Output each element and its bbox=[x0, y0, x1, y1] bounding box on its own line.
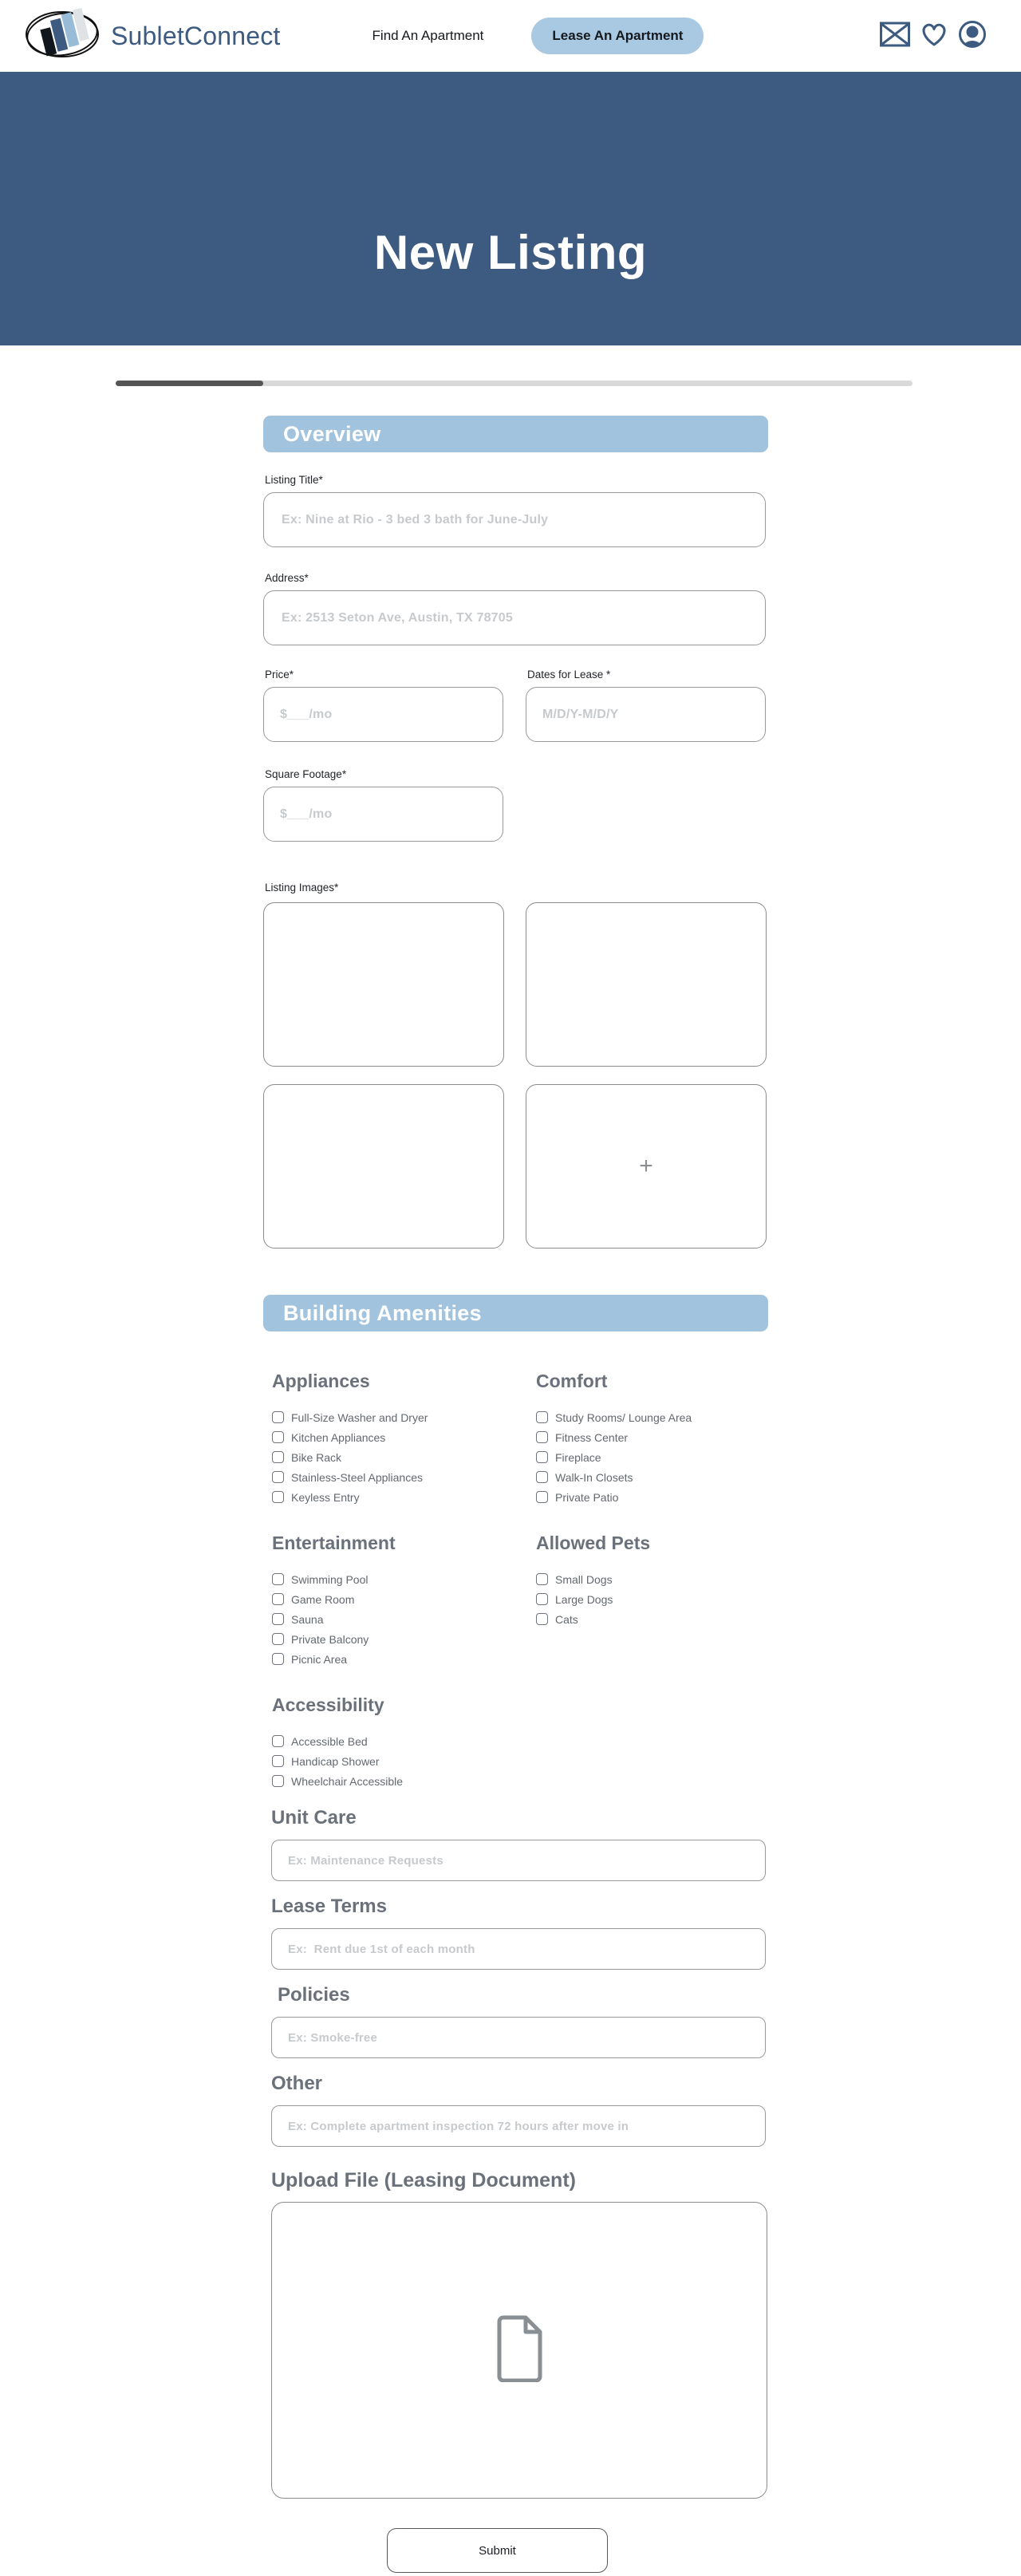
nav-lease-an-apartment[interactable]: Lease An Apartment bbox=[531, 18, 704, 54]
listing-title-label: Listing Title* bbox=[265, 474, 323, 486]
checkbox-icon[interactable] bbox=[272, 1573, 284, 1585]
amenity-checkbox-item[interactable] bbox=[272, 1731, 536, 1751]
amenity-checkbox-list bbox=[272, 1731, 536, 1791]
amenity-group-comfort bbox=[536, 1371, 768, 1507]
amenity-checkbox-list bbox=[536, 1407, 768, 1507]
dates-for-lease-label: Dates for Lease * bbox=[527, 669, 611, 680]
amenity-group-title: Accessibility bbox=[272, 1694, 384, 1715]
lease-terms-title: Lease Terms bbox=[271, 1896, 387, 1917]
checkbox-label: Fitness Center bbox=[555, 1430, 629, 1444]
address-label: Address* bbox=[265, 572, 309, 584]
amenity-group-title: Entertainment bbox=[272, 1533, 396, 1553]
listing-image-slot-3[interactable] bbox=[263, 1084, 504, 1249]
amenity-group-entertainment bbox=[272, 1533, 536, 1669]
other-input[interactable] bbox=[271, 2105, 766, 2147]
progress-bar-fill bbox=[116, 381, 263, 386]
page-title: New Listing bbox=[373, 226, 648, 279]
checkbox-icon[interactable] bbox=[272, 1431, 284, 1443]
header-icons bbox=[879, 19, 987, 53]
amenity-checkbox-item[interactable] bbox=[272, 1629, 536, 1649]
amenity-checkbox-list bbox=[272, 1569, 536, 1669]
checkbox-label: Fireplace bbox=[555, 1450, 601, 1464]
brand-logo[interactable] bbox=[24, 7, 281, 65]
checkbox-icon[interactable] bbox=[272, 1471, 284, 1483]
checkbox-icon[interactable] bbox=[272, 1633, 284, 1645]
price-label: Price* bbox=[265, 669, 294, 680]
checkbox-label: Stainless-Steel Appliances bbox=[291, 1470, 423, 1484]
price-input[interactable] bbox=[263, 687, 503, 742]
checkbox-label: Game Room bbox=[291, 1592, 355, 1606]
heart-icon[interactable] bbox=[920, 21, 948, 52]
upload-dropzone[interactable] bbox=[271, 2202, 767, 2499]
account-icon[interactable] bbox=[957, 19, 987, 53]
field-square-footage bbox=[263, 768, 768, 842]
amenity-checkbox-item[interactable] bbox=[536, 1427, 768, 1447]
checkbox-icon[interactable] bbox=[272, 1491, 284, 1503]
field-dates-for-lease bbox=[526, 669, 766, 742]
section-header-overview: Overview bbox=[263, 416, 768, 452]
top-navbar bbox=[0, 0, 1021, 72]
checkbox-label: Sauna bbox=[291, 1612, 324, 1626]
checkbox-label: Wheelchair Accessible bbox=[291, 1774, 404, 1788]
checkbox-icon[interactable] bbox=[536, 1491, 548, 1503]
other-title: Other bbox=[271, 2073, 323, 2094]
listing-image-slot-2[interactable] bbox=[526, 902, 767, 1067]
checkbox-icon[interactable] bbox=[272, 1653, 284, 1665]
checkbox-icon[interactable] bbox=[536, 1573, 548, 1585]
checkbox-label: Handicap Shower bbox=[291, 1754, 380, 1768]
amenity-group-title: Appliances bbox=[272, 1371, 370, 1391]
policies-title: Policies bbox=[278, 1984, 350, 2006]
amenity-checkbox-item[interactable] bbox=[272, 1649, 536, 1669]
square-footage-label: Square Footage* bbox=[265, 768, 347, 780]
amenity-checkbox-item[interactable] bbox=[536, 1467, 768, 1487]
checkbox-icon[interactable] bbox=[536, 1613, 548, 1625]
section-header-building-amenities: Building Amenities bbox=[263, 1295, 768, 1331]
amenity-checkbox-list bbox=[536, 1569, 768, 1629]
checkbox-label: Swimming Pool bbox=[291, 1572, 369, 1586]
amenity-group-appliances bbox=[272, 1371, 536, 1507]
field-listing-images bbox=[263, 882, 768, 1249]
amenity-checkbox-item[interactable] bbox=[536, 1407, 768, 1427]
checkbox-label: Private Patio bbox=[555, 1490, 619, 1504]
checkbox-icon[interactable] bbox=[536, 1471, 548, 1483]
form-content bbox=[263, 416, 768, 2499]
brand-name: SubletConnect bbox=[111, 21, 281, 50]
amenity-checkbox-item[interactable] bbox=[272, 1589, 536, 1609]
listing-images-grid bbox=[263, 902, 768, 1249]
listing-image-add-slot[interactable] bbox=[526, 1084, 767, 1249]
checkbox-icon[interactable] bbox=[272, 1451, 284, 1463]
submit-area bbox=[387, 2528, 1021, 2573]
checkbox-label: Private Balcony bbox=[291, 1632, 369, 1646]
mail-icon[interactable] bbox=[879, 21, 911, 52]
section-lease-terms bbox=[263, 1896, 768, 1970]
document-icon bbox=[496, 2315, 542, 2386]
checkbox-icon[interactable] bbox=[536, 1451, 548, 1463]
checkbox-icon[interactable] bbox=[272, 1735, 284, 1747]
nav-find-an-apartment[interactable]: Find An Apartment bbox=[372, 28, 484, 43]
checkbox-label: Kitchen Appliances bbox=[291, 1430, 386, 1444]
checkbox-label: Picnic Area bbox=[291, 1652, 348, 1666]
checkbox-icon[interactable] bbox=[272, 1755, 284, 1767]
section-unit-care bbox=[263, 1807, 768, 1881]
amenity-checkbox-item[interactable] bbox=[272, 1569, 536, 1589]
amenity-checkbox-item[interactable] bbox=[536, 1569, 768, 1589]
amenity-group-title: Allowed Pets bbox=[536, 1533, 651, 1553]
amenity-checkbox-item[interactable] bbox=[272, 1609, 536, 1629]
amenity-group-title: Comfort bbox=[536, 1371, 608, 1391]
policies-input[interactable] bbox=[271, 2017, 766, 2058]
unit-care-input[interactable] bbox=[271, 1840, 766, 1881]
amenity-checkbox-item[interactable] bbox=[272, 1467, 536, 1487]
amenity-checkbox-item[interactable] bbox=[272, 1427, 536, 1447]
section-other bbox=[263, 2073, 768, 2147]
checkbox-icon[interactable] bbox=[272, 1593, 284, 1605]
dates-for-lease-input[interactable] bbox=[526, 687, 766, 742]
checkbox-icon[interactable] bbox=[536, 1431, 548, 1443]
checkbox-label: Walk-In Closets bbox=[555, 1470, 633, 1484]
plus-icon: + bbox=[639, 1153, 653, 1179]
amenity-checkbox-item[interactable] bbox=[272, 1487, 536, 1507]
amenity-checkbox-item[interactable] bbox=[272, 1751, 536, 1771]
checkbox-label: Small Dogs bbox=[555, 1572, 613, 1586]
amenity-checkbox-item[interactable] bbox=[272, 1407, 536, 1427]
amenity-checkbox-item[interactable] bbox=[536, 1589, 768, 1609]
square-footage-input[interactable] bbox=[263, 787, 503, 842]
field-row-price-dates bbox=[263, 669, 768, 742]
checkbox-icon[interactable] bbox=[272, 1613, 284, 1625]
sublet-connect-logo-icon bbox=[24, 7, 101, 65]
checkbox-label: Bike Rack bbox=[291, 1450, 342, 1464]
amenity-checkbox-item[interactable] bbox=[536, 1447, 768, 1467]
checkbox-label: Study Rooms/ Lounge Area bbox=[555, 1410, 692, 1424]
amenity-checkbox-item[interactable] bbox=[536, 1487, 768, 1507]
field-address bbox=[263, 572, 768, 645]
submit-button[interactable]: Submit bbox=[387, 2528, 608, 2573]
main-nav bbox=[373, 18, 704, 54]
field-price bbox=[263, 669, 503, 742]
amenity-checkbox-list bbox=[272, 1407, 536, 1507]
checkbox-label: Full-Size Washer and Dryer bbox=[291, 1410, 428, 1424]
amenity-group-accessibility bbox=[272, 1694, 536, 1791]
hero-banner bbox=[0, 72, 1021, 345]
lease-terms-input[interactable] bbox=[271, 1928, 766, 1970]
checkbox-icon[interactable] bbox=[272, 1411, 284, 1423]
listing-image-slot-1[interactable] bbox=[263, 902, 504, 1067]
checkbox-icon[interactable] bbox=[536, 1593, 548, 1605]
progress-bar bbox=[116, 381, 913, 386]
checkbox-label: Keyless Entry bbox=[291, 1490, 360, 1504]
listing-title-input[interactable] bbox=[263, 492, 766, 547]
checkbox-label: Accessible Bed bbox=[291, 1734, 368, 1748]
checkbox-icon[interactable] bbox=[536, 1411, 548, 1423]
checkbox-label: Large Dogs bbox=[555, 1592, 613, 1606]
section-policies bbox=[263, 1984, 768, 2058]
upload-file-title: Upload File (Leasing Document) bbox=[271, 2169, 576, 2191]
address-input[interactable] bbox=[263, 590, 766, 645]
amenity-checkbox-item[interactable] bbox=[536, 1609, 768, 1629]
amenity-group-allowed-pets bbox=[536, 1533, 768, 1669]
unit-care-title: Unit Care bbox=[271, 1807, 357, 1828]
field-listing-title bbox=[263, 474, 768, 547]
amenity-checkbox-item[interactable] bbox=[272, 1771, 536, 1791]
listing-images-label: Listing Images* bbox=[265, 882, 339, 894]
amenity-checkbox-item[interactable] bbox=[272, 1447, 536, 1467]
amenities-grid bbox=[272, 1371, 768, 1791]
checkbox-icon[interactable] bbox=[272, 1775, 284, 1787]
checkbox-label: Cats bbox=[555, 1612, 578, 1626]
section-upload-file bbox=[263, 2169, 768, 2499]
